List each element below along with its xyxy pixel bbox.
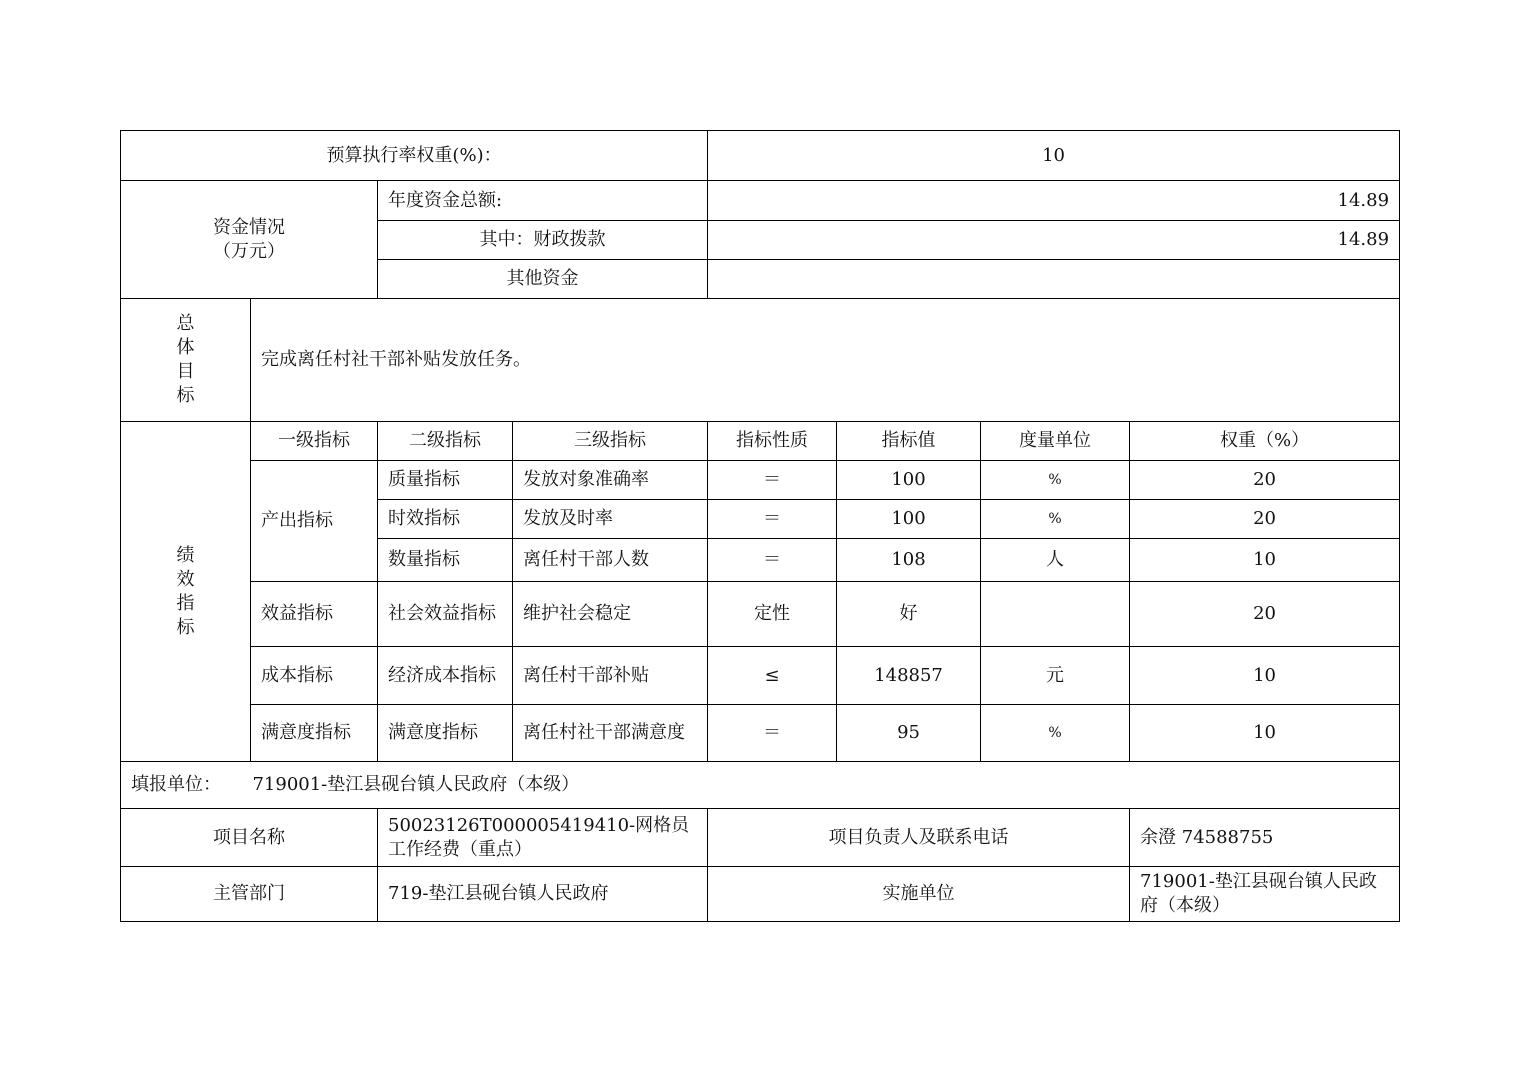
performance-label-char: 标 [176, 616, 195, 638]
row-value: 好 [837, 582, 981, 647]
row-nature: ＝ [708, 461, 837, 500]
row-value: 148857 [837, 647, 981, 705]
row-level2: 质量指标 [378, 461, 513, 500]
row-value: 100 [837, 500, 981, 539]
row-unit: % [981, 705, 1130, 762]
budget-weight-label: 预算执行率权重(%)： [121, 131, 708, 181]
filing-unit-value: 719001-垫江县砚台镇人民政府（本级） [252, 774, 580, 795]
funds-label-line2: （万元） [213, 240, 285, 262]
table-row [121, 461, 1400, 500]
row-level1: 效益指标 [251, 582, 378, 647]
performance-label-char: 指 [176, 592, 195, 614]
table-row [121, 705, 1400, 762]
row-level3: 离任村社干部满意度 [513, 705, 708, 762]
project-name-row [121, 809, 1400, 867]
header-level2: 二级指标 [378, 422, 513, 461]
row-unit: % [981, 461, 1130, 500]
row-weight: 20 [1130, 461, 1400, 500]
row-level2: 经济成本指标 [378, 647, 513, 705]
row-level3: 发放对象准确率 [513, 461, 708, 500]
row-nature: ＝ [708, 539, 837, 582]
other-funds-label: 其他资金 [378, 260, 708, 299]
table-row [121, 582, 1400, 647]
row-unit: 人 [981, 539, 1130, 582]
row-nature: ≤ [708, 647, 837, 705]
row-level2: 时效指标 [378, 500, 513, 539]
budget-weight-value: 10 [708, 131, 1400, 181]
row-unit: % [981, 500, 1130, 539]
overall-goal-label [121, 299, 251, 422]
performance-label-char: 效 [176, 568, 195, 590]
fiscal-label: 其中：财政拨款 [378, 221, 708, 260]
row-level2: 社会效益指标 [378, 582, 513, 647]
project-contact-value: 余澄 74588755 [1130, 809, 1400, 867]
overall-goal-label-char: 体 [176, 337, 195, 358]
row-level3: 发放及时率 [513, 500, 708, 539]
row-value: 95 [837, 705, 981, 762]
performance-form-table [120, 130, 1400, 922]
header-nature: 指标性质 [708, 422, 837, 461]
row-nature: 定性 [708, 582, 837, 647]
filing-unit-label: 填报单位： [131, 774, 221, 795]
annual-total-value: 14.89 [708, 181, 1400, 221]
header-value: 指标值 [837, 422, 981, 461]
header-unit: 度量单位 [981, 422, 1130, 461]
row-weight: 20 [1130, 582, 1400, 647]
row-level1: 成本指标 [251, 647, 378, 705]
row-level3: 离任村干部补贴 [513, 647, 708, 705]
project-contact-label: 项目负责人及联系电话 [708, 809, 1130, 867]
performance-label [121, 422, 251, 762]
row-nature: ＝ [708, 500, 837, 539]
funds-label [121, 181, 378, 299]
overall-goal-row [121, 299, 1400, 422]
other-funds-value [708, 260, 1400, 299]
funds-label-line1: 资金情况 [213, 216, 285, 238]
impl-value: 719001-垫江县砚台镇人民政府（本级） [1130, 867, 1400, 922]
overall-goal-label-char: 目 [176, 361, 195, 382]
table-row [121, 647, 1400, 705]
row-value: 108 [837, 539, 981, 582]
overall-goal-text: 完成离任村社干部补贴发放任务。 [251, 299, 1400, 422]
project-name-label: 项目名称 [121, 809, 378, 867]
header-level3: 三级指标 [513, 422, 708, 461]
fiscal-value: 14.89 [708, 221, 1400, 260]
row-unit [981, 582, 1130, 647]
project-dept-row [121, 867, 1400, 922]
impl-label: 实施单位 [708, 867, 1130, 922]
row-level3: 维护社会稳定 [513, 582, 708, 647]
dept-value: 719-垫江县砚台镇人民政府 [378, 867, 708, 922]
performance-label-char: 绩 [176, 544, 195, 566]
row-weight: 10 [1130, 539, 1400, 582]
row-level1: 满意度指标 [251, 705, 378, 762]
row-level3: 离任村干部人数 [513, 539, 708, 582]
indicator-header-row [121, 422, 1400, 461]
filing-unit [121, 762, 1400, 809]
project-name-value: 50023126T000005419410-网格员工作经费（重点） [378, 809, 708, 867]
row-nature: ＝ [708, 705, 837, 762]
filing-unit-row [121, 762, 1400, 809]
overall-goal-label-char: 总 [176, 313, 195, 334]
header-level1: 一级指标 [251, 422, 378, 461]
row-weight: 20 [1130, 500, 1400, 539]
annual-total-label: 年度资金总额: [378, 181, 708, 221]
header-weight: 权重（%） [1130, 422, 1400, 461]
row-value: 100 [837, 461, 981, 500]
row-level2: 满意度指标 [378, 705, 513, 762]
row-weight: 10 [1130, 647, 1400, 705]
overall-goal-label-char: 标 [176, 385, 195, 406]
row-level2: 数量指标 [378, 539, 513, 582]
row-unit: 元 [981, 647, 1130, 705]
dept-label: 主管部门 [121, 867, 378, 922]
funds-total-row [121, 181, 1400, 221]
row-level1: 产出指标 [251, 461, 378, 582]
row-weight: 10 [1130, 705, 1400, 762]
budget-weight-row [121, 131, 1400, 181]
